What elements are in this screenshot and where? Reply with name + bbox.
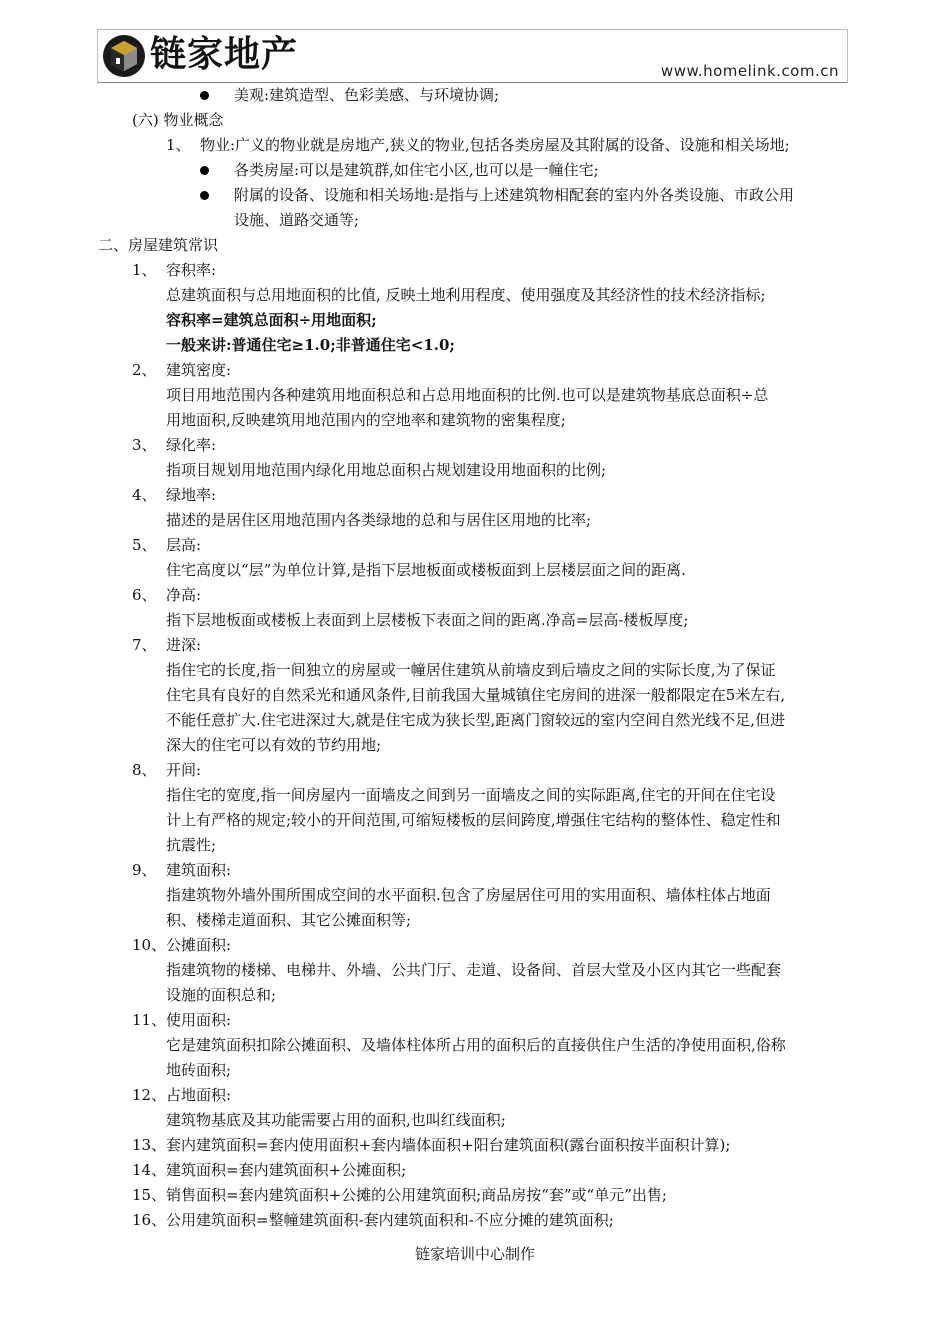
item-title: 开间:	[166, 761, 202, 779]
item-title: 套内建筑面积=套内使用面积+套内墙体面积+阳台建筑面积(露台面积按半面积计算);	[166, 1136, 731, 1154]
item-number: 1、	[166, 136, 191, 154]
text-line: 美观:建筑造型、色彩美感、与环境协调;	[234, 86, 500, 104]
item-number: 8、	[132, 761, 157, 779]
item-number: 2、	[132, 361, 157, 379]
brand-name: 链家地产	[150, 34, 299, 75]
text-line: 用地面积,反映建筑用地范围内的空地率和建筑物的密集程度;	[166, 411, 566, 429]
item-number: 9、	[132, 861, 157, 879]
text-line: 指住宅的宽度,指一间房屋内一面墙皮之间到另一面墙皮之间的实际距离,住宅的开间在住宅设	[166, 786, 776, 804]
page-header	[97, 29, 848, 83]
item-number: 7、	[132, 636, 157, 654]
item-number: 4、	[132, 486, 157, 504]
text-line: 设施的面积总和;	[166, 986, 277, 1004]
text-line: 住宅高度以“层”为单位计算,是指下层地板面或楼板面到上层楼层面之间的距离.	[166, 561, 686, 579]
item-title: 占地面积:	[166, 1086, 232, 1104]
item-title: 公摊面积:	[166, 936, 232, 954]
item-title: 建筑面积=套内建筑面积+公摊面积;	[166, 1161, 407, 1179]
item-title: 绿化率:	[166, 436, 217, 454]
item-title: 容积率:	[166, 261, 217, 279]
text-line: 总建筑面积与总用地面积的比值, 反映土地利用程度、使用强度及其经济性的技术经济指标;	[166, 286, 766, 304]
item-title: 建筑面积:	[166, 861, 232, 879]
text-line: 指建筑物外墙外围所围成空间的水平面积.包含了房屋居住可用的实用面积、墙体柱体占地面	[166, 886, 771, 904]
chapter-heading: 二、房屋建筑常识	[98, 236, 219, 254]
item-number: 3、	[132, 436, 157, 454]
item-title: 公用建筑面积=整幢建筑面积-套内建筑面积和-不应分摊的建筑面积;	[166, 1211, 614, 1229]
text-line: 指下层地板面或楼板上表面到上层楼板下表面之间的距离.净高=层高-楼板厚度;	[166, 611, 689, 629]
text-line: 计上有严格的规定;较小的开间范围,可缩短楼板的层间跨度,增强住宅结构的整体性、稳定性和	[166, 811, 781, 829]
item-number: 15、	[132, 1186, 167, 1204]
homelink-logo-icon	[102, 34, 146, 78]
section-heading: (六) 物业概念	[132, 111, 224, 129]
bullet-icon	[200, 166, 209, 175]
item-number: 14、	[132, 1161, 167, 1179]
item-title: 建筑密度:	[166, 361, 232, 379]
item-number: 10、	[132, 936, 167, 954]
item-title: 绿地率:	[166, 486, 217, 504]
text-line: 抗震性;	[166, 836, 217, 854]
text-line: 项目用地范围内各种建筑用地面积总和占总用地面积的比例.也可以是建筑物基底总面积÷总	[166, 386, 769, 404]
text-line: 深大的住宅可以有效的节约用地;	[166, 736, 382, 754]
text-line: 描述的是居住区用地范围内各类绿地的总和与居住区用地的比率;	[166, 511, 592, 529]
item-title: 进深:	[166, 636, 202, 654]
item-title: 净高:	[166, 586, 202, 604]
text-line: 住宅具有良好的自然采光和通风条件,目前我国大量城镇住宅房间的进深一般都限定在5米左右,	[166, 686, 786, 704]
page-footer: 链家培训中心制作	[414, 1245, 535, 1263]
text-line: 积、楼梯走道面积、其它公摊面积等;	[166, 911, 412, 929]
text-line: 指住宅的长度,指一间独立的房屋或一幢居住建筑从前墙皮到后墙皮之间的实际长度,为了保证	[166, 661, 776, 679]
item-number: 12、	[132, 1086, 167, 1104]
item-number: 13、	[132, 1136, 167, 1154]
text-line: 不能任意扩大.住宅进深过大,就是住宅成为狭长型,距离门窗较远的室内空间自然光线不足,但进	[166, 711, 786, 729]
item-number: 1、	[132, 261, 157, 279]
text-line: 指项目规划用地范围内绿化用地总面积占规划建设用地面积的比例;	[166, 461, 607, 479]
text-line: 指建筑物的楼梯、电梯井、外墙、公共门厅、走道、设备间、首层大堂及小区内其它一些配套	[166, 961, 782, 979]
item-title: 销售面积=套内建筑面积+公摊的公用建筑面积;商品房按“套”或“单元”出售;	[166, 1186, 667, 1204]
item-number: 11、	[132, 1011, 167, 1029]
text-line: 一般来讲:普通住宅≥1.0;非普通住宅<1.0;	[166, 336, 455, 354]
text-line: 它是建筑面积扣除公摊面积、及墙体柱体所占用的面积后的直接供住户生活的净使用面积,俗称	[166, 1036, 786, 1054]
text-line: 各类房屋:可以是建筑群,如住宅小区,也可以是一幢住宅;	[234, 161, 599, 179]
text-line: 地砖面积;	[166, 1061, 232, 1079]
item-number: 6、	[132, 586, 157, 604]
text-line: 物业:广义的物业就是房地产,狭义的物业,包括各类房屋及其附属的设备、设施和相关场地;	[200, 136, 790, 154]
text-line: 建筑物基底及其功能需要占用的面积,也叫红线面积;	[166, 1111, 506, 1129]
text-line: 设施、道路交通等;	[234, 211, 360, 229]
bullet-icon	[200, 191, 209, 200]
text-line: 附属的设备、设施和相关场地:是指与上述建筑物相配套的室内外各类设施、市政公用	[234, 186, 795, 204]
item-title: 使用面积:	[166, 1011, 232, 1029]
item-number: 5、	[132, 536, 157, 554]
website-url: www.homelink.com.cn	[660, 62, 839, 80]
text-line: 容积率=建筑总面积÷用地面积;	[166, 311, 377, 329]
item-number: 16、	[132, 1211, 167, 1229]
bullet-icon	[200, 91, 209, 100]
item-title: 层高:	[166, 536, 202, 554]
